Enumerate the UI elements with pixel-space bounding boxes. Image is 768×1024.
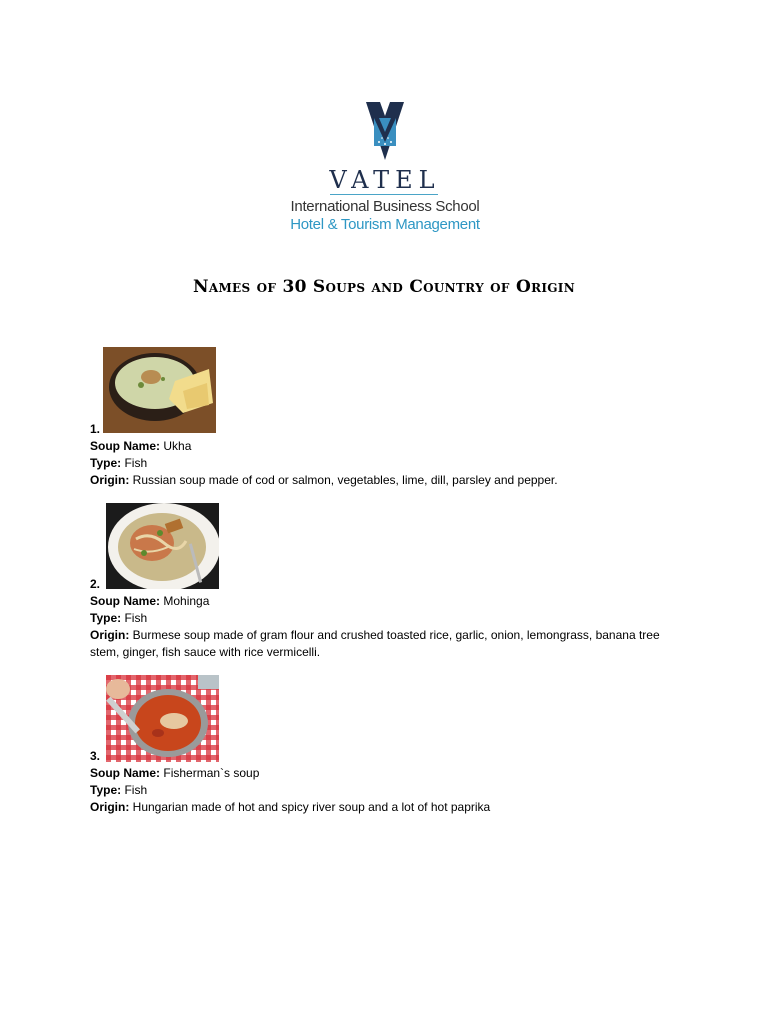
soup-name-line (90, 438, 690, 455)
entry-number: 1. (90, 422, 101, 436)
soup-type-line (90, 782, 690, 799)
vatel-v-emblem-icon (366, 102, 404, 160)
soup-name-label: Soup Name: (90, 766, 161, 780)
logo-school-subtitle: Hotel & Tourism Management (290, 216, 480, 233)
soup-type-label: Type: (90, 783, 122, 797)
soup-origin-line (90, 472, 690, 489)
soup-origin-label: Origin: (90, 800, 130, 814)
soup-origin-label: Origin: (90, 473, 130, 487)
soup-type: Fish (124, 783, 148, 797)
entry-number: 2. (90, 577, 101, 591)
soup-name: Fisherman`s soup (163, 766, 260, 780)
document-title: Names of 30 Soups and Country of Origin (193, 277, 575, 297)
soup-type: Fish (124, 456, 148, 470)
soup-entry-text (90, 421, 690, 489)
soup-origin: Burmese soup made of gram flour and crushed toasted rice, garlic, onion, lemongrass, banana tree stem, ginger, fish sauce with rice vermicelli. (90, 628, 660, 659)
soup-entry-text (90, 748, 690, 816)
soup-type: Fish (124, 611, 148, 625)
soup-name-label: Soup Name: (90, 594, 161, 608)
soup-name-line (90, 593, 690, 610)
soup-origin: Hungarian made of hot and spicy river soup and a lot of hot paprika (132, 800, 491, 814)
soup-name-line (90, 765, 690, 782)
soup-type-label: Type: (90, 456, 122, 470)
entry-number: 3. (90, 749, 101, 763)
logo-brand-text: VATEL (329, 166, 441, 194)
soup-origin-line (90, 627, 690, 661)
soup-origin: Russian soup made of cod or salmon, vegetables, lime, dill, parsley and pepper. (132, 473, 558, 487)
soup-name-label: Soup Name: (90, 439, 161, 453)
soup-type-line (90, 455, 690, 472)
soup-entry-text (90, 576, 690, 661)
soup-origin-line (90, 799, 690, 816)
soup-type-line (90, 610, 690, 627)
soup-origin-label: Origin: (90, 628, 130, 642)
vatel-logo (280, 102, 490, 237)
soup-name: Ukha (163, 439, 192, 453)
soup-name: Mohinga (163, 594, 210, 608)
logo-divider (330, 194, 438, 195)
soup-type-label: Type: (90, 611, 122, 625)
logo-school-name: International Business School (290, 198, 480, 215)
